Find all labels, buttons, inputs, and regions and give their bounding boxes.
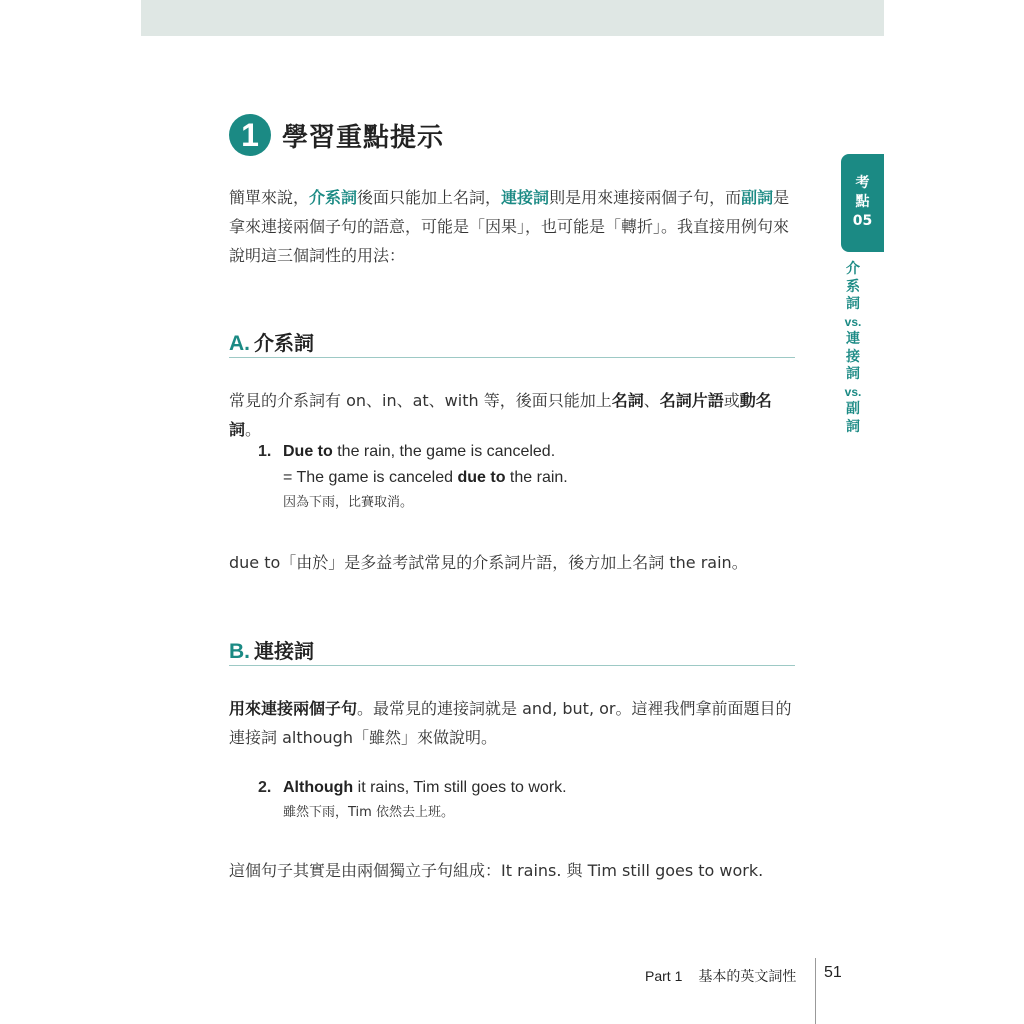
intro-text: 是拿來連接兩個子句的語意，可能是「因果」，也可能是「轉折」。我直接用例句來說明這三個詞性的用法：: [229, 188, 790, 265]
bold-term: 名詞: [611, 391, 644, 410]
chapter-tab: [841, 154, 884, 252]
example-1: [258, 439, 568, 515]
example-number: 1.: [258, 443, 272, 460]
subsection-a-note: due to「由於」是多益考試常見的介系詞片語，後方加上名詞 the rain。: [229, 553, 748, 572]
top-header-band: [141, 0, 884, 36]
side-char: vs.: [844, 384, 862, 399]
keyword-conjunction: 連接詞: [501, 188, 550, 207]
subsection-a-paragraph: [229, 386, 799, 444]
example-2: [258, 775, 567, 825]
subsection-letter: B.: [229, 640, 250, 663]
side-char: 詞: [846, 296, 860, 312]
example-number: 2.: [258, 779, 272, 796]
section-heading: [229, 113, 444, 157]
subsection-title: 介系詞: [254, 331, 314, 355]
example-translation: 因為下雨，比賽取消。: [283, 495, 414, 510]
keyword-preposition: 介系詞: [309, 188, 358, 207]
side-char: 詞: [846, 418, 860, 435]
side-char: 詞: [846, 366, 860, 382]
subsection-title: 連接詞: [254, 639, 314, 663]
subsection-a-heading: [229, 327, 795, 358]
bold-term: Although: [283, 779, 354, 796]
side-char: 副: [846, 401, 860, 417]
tab-text: 考: [855, 175, 870, 191]
section-number-badge: 1: [229, 114, 271, 156]
example-translation: 雖然下雨，Tim 依然去上班。: [283, 805, 454, 820]
subsection-letter: A.: [229, 332, 250, 355]
bold-term: 用來連接兩個子句: [229, 699, 358, 718]
para-text: 或: [723, 391, 740, 410]
example-line: [258, 439, 568, 465]
para-text: 常見的介系詞有 on、in、at、with 等，後面只能加上: [229, 391, 612, 410]
bold-term: Due to: [283, 443, 333, 460]
bold-term: due to: [457, 469, 506, 486]
subsection-b-heading: [229, 635, 795, 666]
bold-term: 名詞片語: [659, 391, 724, 410]
intro-text: 則是用來連接兩個子句，而: [549, 188, 742, 207]
example-text: it rains, Tim still goes to work.: [353, 779, 567, 796]
side-char: 系: [846, 278, 860, 295]
side-char: 連: [846, 331, 860, 347]
bold-term: 動名詞: [229, 391, 772, 439]
chapter-side-title: [841, 261, 865, 436]
running-footer: [645, 966, 796, 986]
example-text: = The game is canceled: [283, 469, 458, 486]
example-line: [258, 465, 568, 491]
tab-text: 點: [855, 194, 870, 210]
example-text: the rain.: [505, 469, 568, 486]
page-number: 51: [824, 964, 842, 981]
footer-part: Part 1: [645, 968, 683, 984]
para-text: 、: [643, 391, 660, 410]
para-text: 。最常見的連接詞就是 and, but, or。這裡我們拿前面題目的連接詞 although「雖然」來做說明。: [229, 699, 792, 747]
section-title: 學習重點提示: [282, 122, 445, 153]
side-char: 介: [846, 261, 860, 277]
subsection-b-note: 這個句子其實是由兩個獨立子句組成：It rains. 與 Tim still goes to work.: [229, 861, 764, 880]
footer-divider: [815, 958, 816, 1024]
intro-paragraph: [229, 183, 799, 270]
side-char: vs.: [844, 314, 862, 329]
intro-text: 後面只能加上名詞，: [357, 188, 502, 207]
subsection-b-paragraph: [229, 694, 799, 752]
footer-title: 基本的英文詞性: [698, 969, 797, 985]
para-text: 。: [245, 420, 262, 439]
example-line: [258, 775, 567, 801]
keyword-adverb: 副詞: [741, 188, 774, 207]
example-text: the rain, the game is canceled.: [332, 443, 556, 460]
intro-text: 簡單來說，: [229, 188, 310, 207]
side-char: 接: [846, 348, 860, 365]
tab-number: 05: [852, 213, 873, 229]
